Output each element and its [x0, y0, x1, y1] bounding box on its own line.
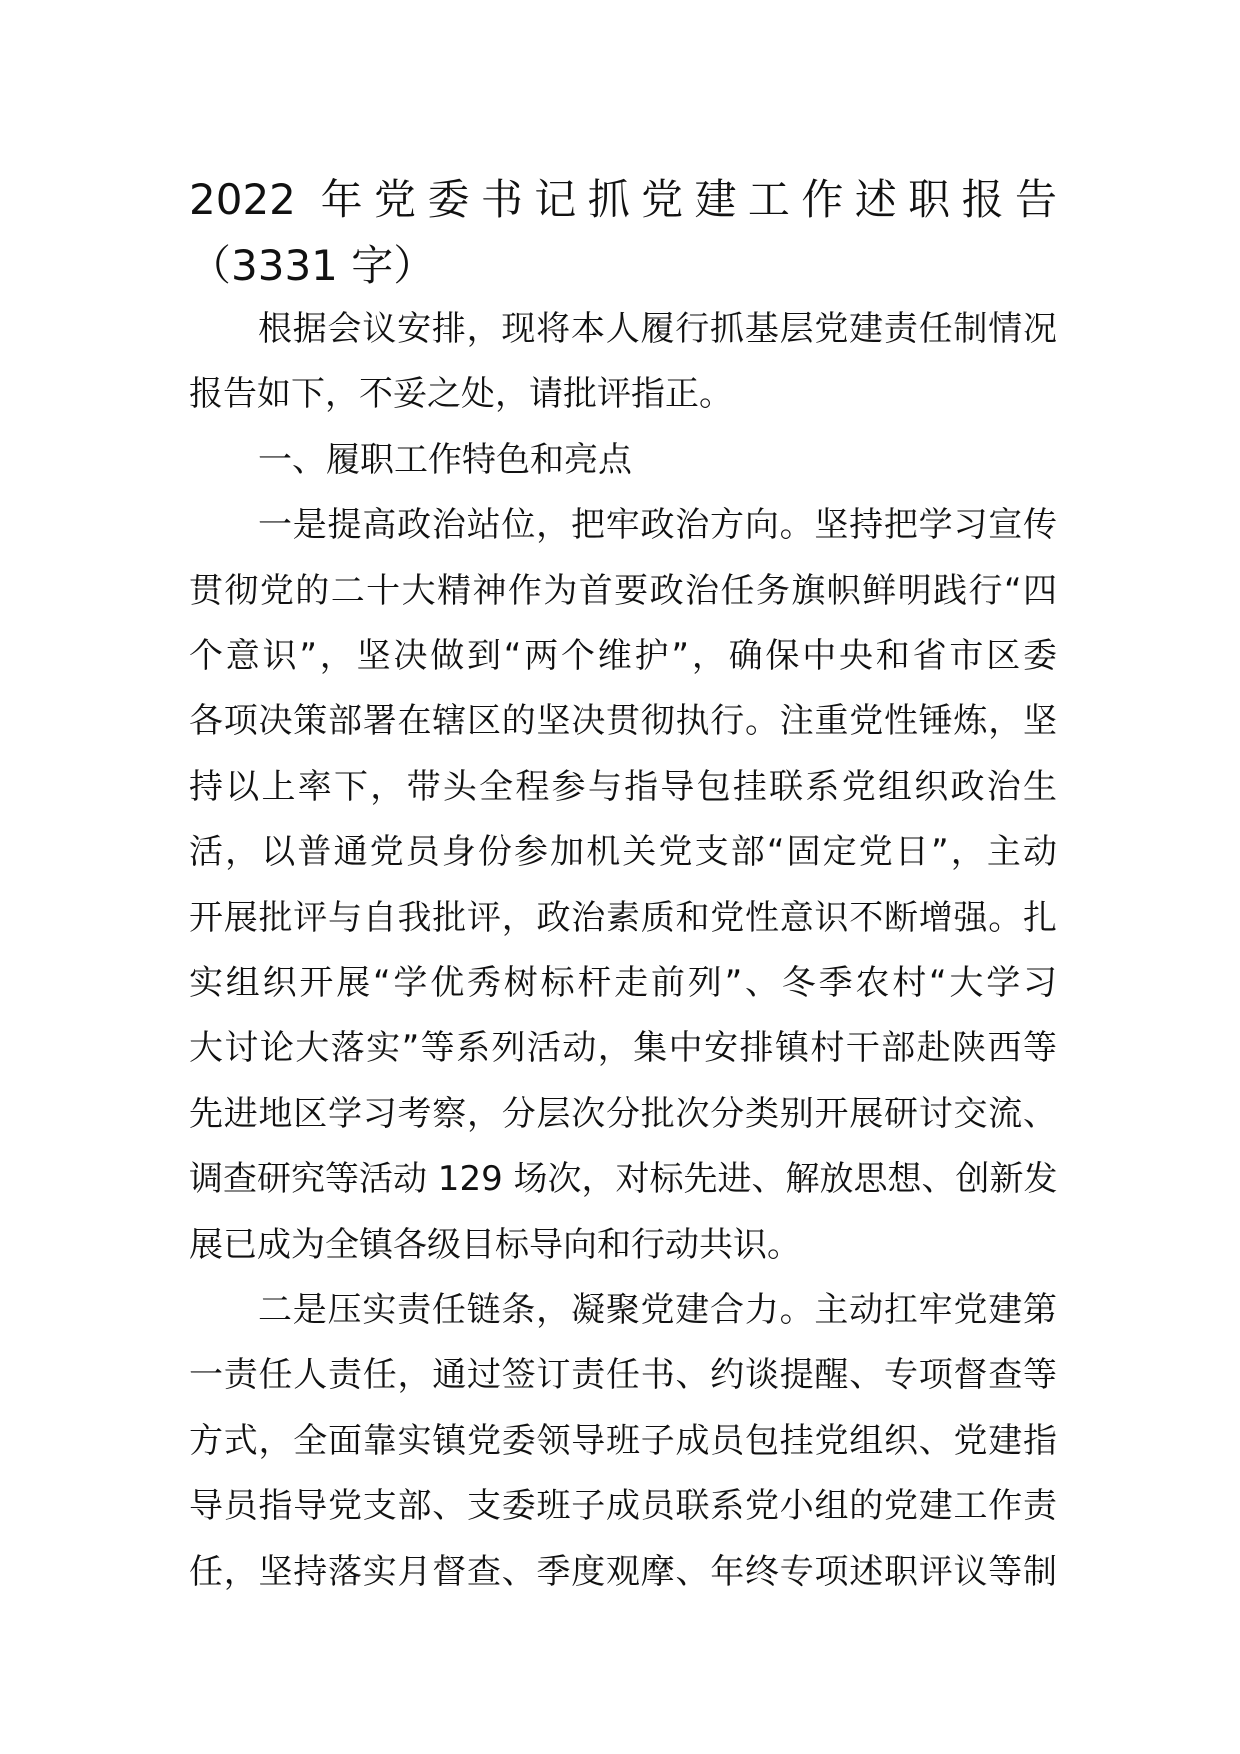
document-title: 2022 年党委书记抓党建工作述职报告 — [189, 175, 1057, 224]
body-text-line: 活，以普通党员身份参加机关党支部“固定党日”，主动 — [189, 832, 1057, 873]
body-text-line: 实组织开展“学优秀树标杆走前列”、冬季农村“大学习 — [189, 963, 1057, 1003]
body-text-line: 导员指导党支部、支委班子成员联系党小组的党建工作责 — [189, 1486, 1057, 1527]
body-text-line: 调查研究等活动 129 场次，对标先进、解放思想、创新发 — [189, 1159, 1058, 1200]
body-text-line: 报告如下，不妥之处，请批评指正。 — [189, 374, 733, 415]
body-text-line: 先进地区学习考察，分层次分批次分类别开展研讨交流、 — [189, 1093, 1057, 1134]
body-text-line: 方式，全面靠实镇党委领导班子成员包挂党组织、党建指 — [189, 1420, 1057, 1461]
body-text-line: 开展批评与自我批评，政治素质和党性意识不断增强。扎 — [189, 897, 1057, 938]
body-text-line: 大讨论大落实”等系列活动，集中安排镇村干部赴陕西等 — [189, 1028, 1057, 1069]
body-text-line: 一责任人责任，通过签订责任书、约谈提醒、专项督查等 — [189, 1355, 1057, 1396]
body-text-line: 任，坚持落实月督查、季度观摩、年终专项述职评议等制 — [189, 1551, 1057, 1592]
body-text-line: 贯彻党的二十大精神作为首要政治任务旗帜鲜明践行“四 — [189, 570, 1057, 611]
body-text-line: 各项决策部署在辖区的坚决贯彻执行。注重党性锤炼，坚 — [189, 701, 1057, 742]
body-text-line: 展已成为全镇各级目标导向和行动共识。 — [189, 1224, 801, 1265]
body-text-line: 根据会议安排，现将本人履行抓基层党建责任制情况 — [258, 309, 1057, 349]
body-text-line: 持以上率下，带头全程参与指导包挂联系党组织政治生 — [189, 766, 1057, 807]
body-text-line: 一是提高政治站位，把牢政治方向。坚持把学习宣传 — [258, 505, 1057, 546]
body-text-line: 二是压实责任链条，凝聚党建合力。主动扛牢党建第 — [258, 1290, 1057, 1330]
document-title-wordcount: （3331 字） — [189, 241, 436, 290]
body-text-line: 个意识”，坚决做到“两个维护”，确保中央和省市区委 — [189, 636, 1057, 676]
section-heading: 一、履职工作特色和亮点 — [258, 439, 632, 480]
